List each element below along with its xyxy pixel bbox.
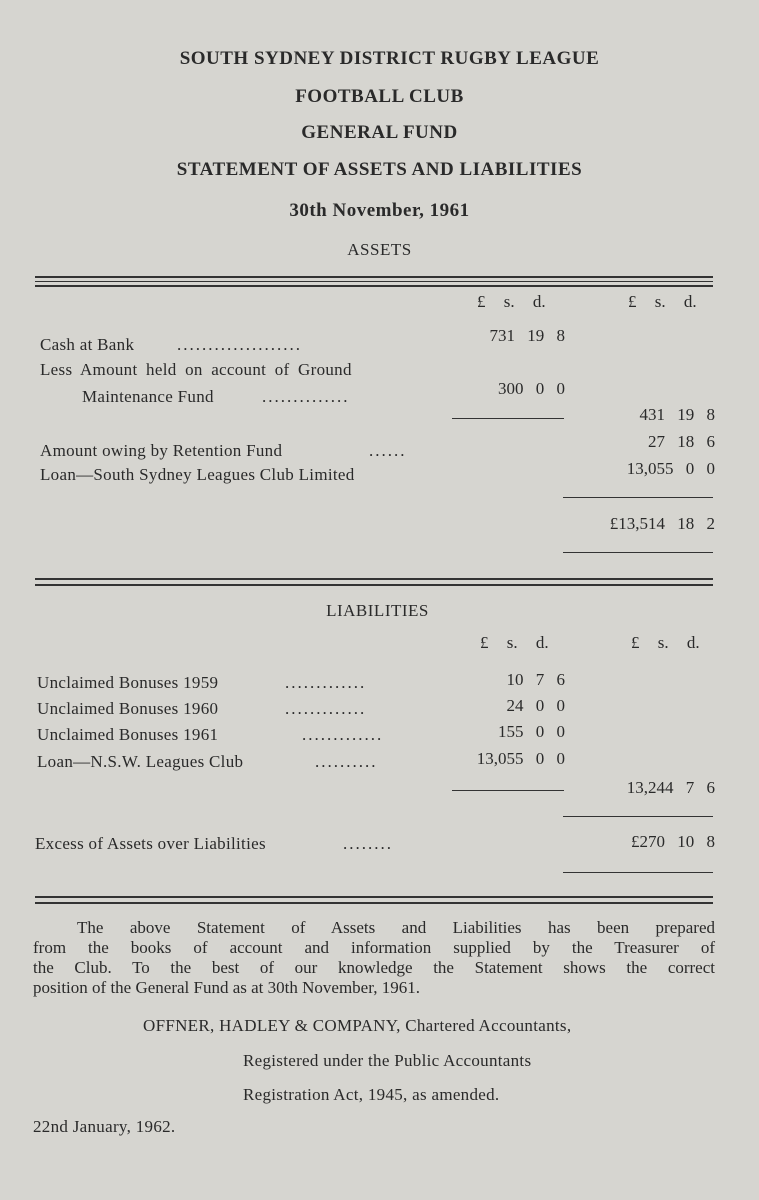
liabilities-total: 13,244 7 6 [626, 778, 715, 797]
registration-line: Registration Act, 1945, as amended. [243, 1085, 500, 1104]
liability-label: Unclaimed Bonuses 1960 [37, 699, 219, 718]
liability-label: Loan—N.S.W. Leagues Club [37, 752, 244, 771]
loan-leagues-club-label: Loan—South Sydney Leagues Club Limited [40, 465, 355, 484]
statement-title: STATEMENT OF ASSETS AND LIABILITIES [176, 159, 583, 180]
liability-label: Unclaimed Bonuses 1959 [37, 673, 219, 692]
divider-rule [35, 578, 713, 580]
maintenance-fund-label: Maintenance Fund [82, 387, 214, 406]
leader-dots: .............. [262, 387, 350, 406]
club-title: SOUTH SYDNEY DISTRICT RUGBY LEAGUE [179, 48, 600, 69]
statement-line: position of the General Fund as at 30th November, 1961. [33, 978, 420, 997]
leader-dots: ........ [343, 834, 393, 853]
net-cash-value: 431 19 8 [639, 405, 715, 424]
registration-line: Registered under the Public Accountants [243, 1051, 532, 1070]
total-rule [563, 497, 713, 498]
column-heading-lsd: £ s. d. [628, 292, 697, 311]
column-heading-lsd: £ s. d. [480, 633, 549, 652]
statement-line: from the books of account and information supplied by the Treasurer of [33, 938, 715, 957]
liabilities-heading: LIABILITIES [326, 601, 429, 620]
divider-rule [35, 281, 713, 282]
total-rule [563, 816, 713, 817]
statement-date: 30th November, 1961 [289, 200, 470, 221]
column-heading-lsd: £ s. d. [477, 292, 546, 311]
liability-value: 10 7 6 [506, 670, 565, 689]
retention-fund-value: 27 18 6 [648, 432, 715, 451]
fund-title: GENERAL FUND [301, 122, 458, 143]
cash-at-bank-value: 731 19 8 [489, 326, 565, 345]
less-amount-value: 300 0 0 [498, 379, 565, 398]
subtotal-rule [452, 790, 564, 791]
accountant-firm: OFFNER, HADLEY & COMPANY, Chartered Accountants, [143, 1016, 572, 1035]
less-amount-label: Less Amount held on account of Ground [40, 360, 352, 379]
liability-value: 13,055 0 0 [476, 749, 565, 768]
excess-value: £270 10 8 [631, 832, 715, 851]
total-rule [563, 872, 713, 873]
leader-dots: .................... [177, 335, 302, 354]
liability-value: 155 0 0 [498, 722, 565, 741]
cash-at-bank-label: Cash at Bank [40, 335, 135, 354]
leader-dots: ............. [285, 673, 367, 692]
excess-label: Excess of Assets over Liabilities [35, 834, 266, 853]
statement-line: the Club. To the best of our knowledge the Statement shows the correct [33, 958, 715, 977]
auditor-statement [33, 918, 715, 998]
statement-line: The above Statement of Assets and Liabilities has been prepared [77, 918, 715, 937]
divider-rule [35, 285, 713, 287]
divider-rule [35, 276, 713, 278]
total-rule [563, 552, 713, 553]
club-subtitle: FOOTBALL CLUB [295, 86, 464, 107]
assets-heading: ASSETS [347, 240, 412, 259]
column-heading-lsd: £ s. d. [631, 633, 700, 652]
divider-rule [35, 902, 713, 904]
loan-leagues-club-value: 13,055 0 0 [626, 459, 715, 478]
retention-fund-label: Amount owing by Retention Fund [40, 441, 283, 460]
leader-dots: ............. [302, 725, 384, 744]
signature-date: 22nd January, 1962. [33, 1117, 176, 1136]
leader-dots: ............. [285, 699, 367, 718]
leader-dots: .......... [315, 752, 378, 771]
leader-dots: ...... [369, 441, 407, 460]
assets-total: £13,514 18 2 [609, 514, 715, 533]
divider-rule [35, 584, 713, 586]
liability-label: Unclaimed Bonuses 1961 [37, 725, 219, 744]
liability-value: 24 0 0 [506, 696, 565, 715]
divider-rule [35, 896, 713, 898]
subtotal-rule [452, 418, 564, 419]
